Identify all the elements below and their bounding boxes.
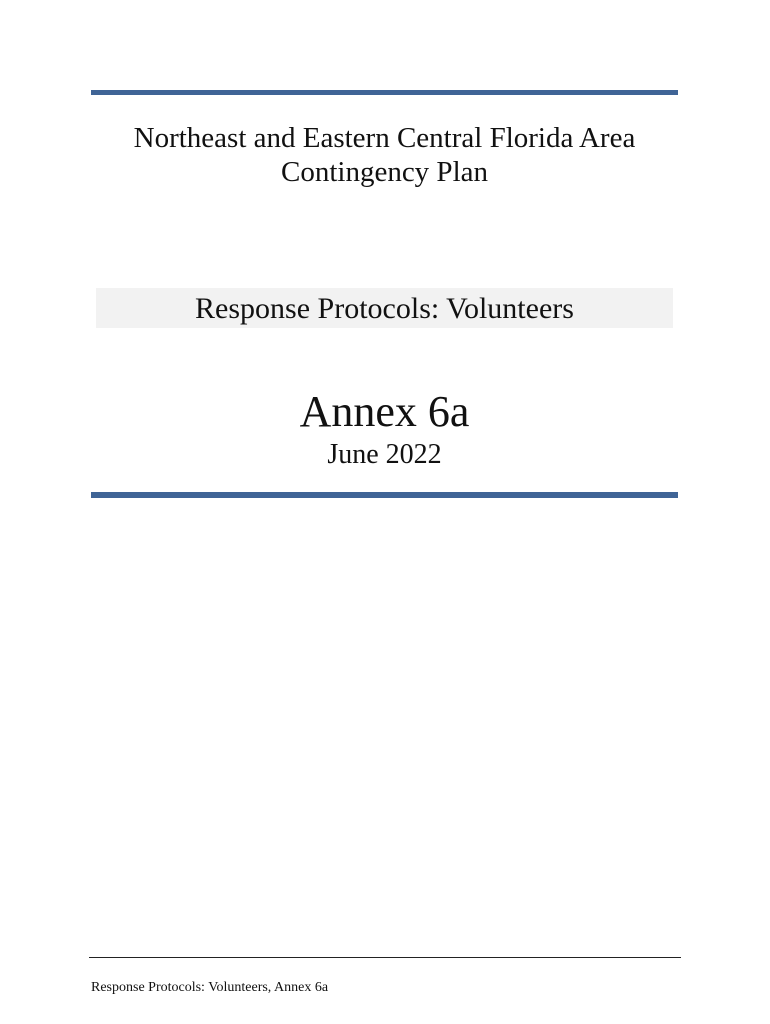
document-subtitle: Response Protocols: Volunteers (195, 292, 574, 325)
bottom-divider-rule (91, 492, 678, 498)
top-divider-rule (91, 90, 678, 95)
document-title-line-2: Contingency Plan (280, 156, 488, 188)
annex-heading: Annex 6a (299, 387, 470, 436)
page-footer: Response Protocols: Volunteers, Annex 6a (91, 980, 329, 995)
footer-rule (89, 957, 681, 958)
document-title-line-1: Northeast and Eastern Central Florida Area (133, 122, 636, 154)
document-date: June 2022 (327, 439, 442, 470)
document-title (91, 121, 678, 189)
